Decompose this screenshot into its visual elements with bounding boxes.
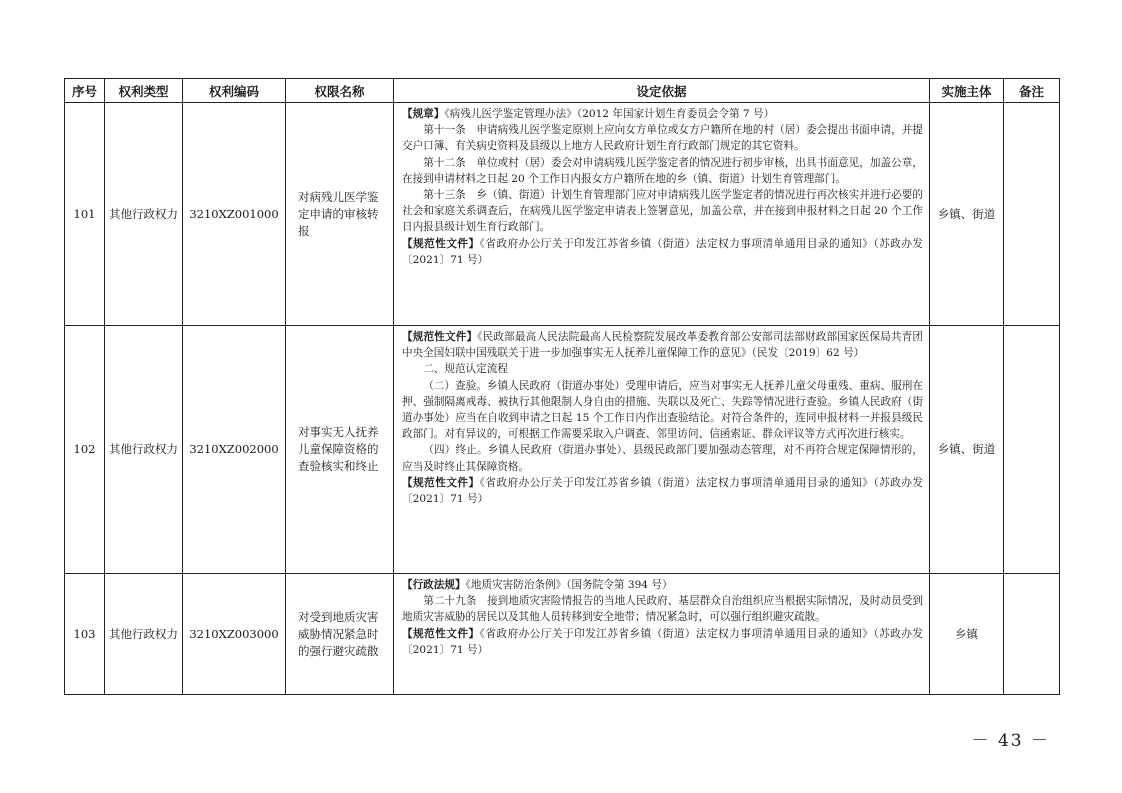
basis-tag: 【规范性文件】 [402,237,480,250]
header-note: 备注 [1004,79,1060,103]
basis-paragraph [402,475,923,507]
basis-paragraph [402,329,923,361]
basis-tag: 【规范性文件】 [402,627,480,640]
basis-paragraph [402,593,923,625]
basis-text: 《省政府办公厅关于印发江苏省乡镇（街道）法定权力事项清单通用目录的通知》（苏政办发〔2021〕71 号） [402,627,924,656]
table-row [65,326,1060,574]
row-number: 102 [65,326,105,574]
basis-text: 《地质灾害防治条例》（国务院令第 394 号） [465,579,673,591]
power-name: 对病残儿医学鉴定申请的审核转报 [286,103,394,326]
basis-text: 《病残儿医学鉴定管理办法》（2012 年国家计划生育委员会令第 7 号） [444,108,775,120]
header-no: 序号 [65,79,105,103]
power-code: 3210XZ003000 [183,574,286,695]
row-number: 101 [65,103,105,326]
header-type: 权利类型 [105,79,183,103]
basis-tag: 【规范性文件】 [402,331,478,343]
implementing-subject: 乡镇 [930,574,1004,695]
legal-basis [394,326,930,574]
basis-tag: 【规范性文件】 [402,476,480,489]
table-row [65,574,1060,695]
power-type: 其他行政权力 [105,326,183,574]
basis-text: 《省政府办公厅关于印发江苏省乡镇（街道）法定权力事项清单通用目录的通知》（苏政办发〔2021〕71 号） [402,237,924,266]
power-code: 3210XZ001000 [183,103,286,326]
power-name: 对受到地质灾害威胁情况紧急时的强行避灾疏散 [286,574,394,695]
basis-paragraph [402,122,923,154]
basis-paragraph [402,236,923,268]
basis-paragraph [402,361,923,377]
remarks [1004,103,1060,326]
basis-text: 二、规范认定流程 [423,363,508,376]
legal-basis [394,574,930,695]
basis-paragraph [402,106,923,122]
basis-text: 第二十九条 接到地质灾害险情报告的当地人民政府、基层群众自治组织应当根据实际情况，及时动员受到地质灾害威胁的居民以及其他人员转移到安全地带；情况紧急时，可以强行组织避灾疏散。 [402,595,923,624]
basis-paragraph [402,577,923,593]
basis-text: 第十二条 单位或村（居）委会对申请病残儿医学鉴定者的情况进行初步审核，出具书面意见，加盖公章，在接到申请材料之日起 20 个工作日内报女方户籍所在地的乡（镇、街道）计划生育管理部门。 [402,156,923,185]
power-code: 3210XZ002000 [183,326,286,574]
header-basis: 设定依据 [394,79,930,103]
basis-paragraph [402,187,923,236]
power-list-table [64,78,1060,695]
power-type: 其他行政权力 [105,103,183,326]
basis-paragraph [402,442,923,474]
basis-text: 《民政部最高人民法院最高人民检察院发展改革委教育部公安部司法部财政部国家医保局共青团中央全国妇联中国残联关于进一步加强事实无人抚养儿童保障工作的意见》（民发〔2019〕62 号） [402,331,924,360]
power-name: 对事实无人抚养儿童保障资格的查验核实和终止 [286,326,394,574]
table-header-row [65,79,1060,103]
basis-paragraph [402,378,923,443]
basis-tag: 【行政法规】 [402,579,466,591]
implementing-subject: 乡镇、街道 [930,326,1004,574]
page-number: － 43 － [971,731,1050,751]
basis-text: 《省政府办公厅关于印发江苏省乡镇（街道）法定权力事项清单通用目录的通知》（苏政办发〔2021〕71 号） [402,476,924,506]
basis-paragraph [402,626,923,658]
legal-basis [394,103,930,326]
remarks [1004,574,1060,695]
remarks [1004,326,1060,574]
basis-text: （四）终止。乡镇人民政府（街道办事处）、县级民政部门要加强动态管理，对不再符合规定保障情形的，应当及时终止其保障资格。 [402,444,923,473]
basis-text: 第十一条 申请病残儿医学鉴定原则上应向女方单位或女方户籍所在地的村（居）委会提出书面申请，并提交户口簿、有关病史资料及县级以上地方人民政府计划生育行政部门规定的其它资料。 [402,124,923,153]
power-type: 其他行政权力 [105,574,183,695]
header-subject: 实施主体 [930,79,1004,103]
implementing-subject: 乡镇、街道 [930,103,1004,326]
row-number: 103 [65,574,105,695]
basis-tag: 【规章】 [402,108,445,120]
header-name: 权限名称 [286,79,394,103]
header-code: 权利编码 [183,79,286,103]
table-row [65,103,1060,326]
basis-text: （二）查验。乡镇人民政府（街道办事处）受理申请后，应当对事实无人抚养儿童父母重残、重病、服刑在押、强制隔离戒毒、被执行其他限制人身自由的措施、失联以及死亡、失踪等情况进行查验。乡镇人民政府（街道办事处）应当在自收到申请之日起 15 个工作日内作出查验结论。对符合条件的，连同申报材料一并报县级民政部门。对有异议的，可根据工作需要采取入户调查、邻里访问、信函索证、群众评议等方式再次进行核实。 [402,379,923,441]
basis-text: 第十三条 乡（镇、街道）计划生育管理部门应对申请病残儿医学鉴定者的情况进行再次核实并进行必要的社会和家庭关系调查后，在病残儿医学鉴定申请表上签署意见，加盖公章，并在接到申报材料之日起 20 个工作日内报县级计划生育行政部门。 [402,189,923,234]
basis-paragraph [402,155,923,187]
